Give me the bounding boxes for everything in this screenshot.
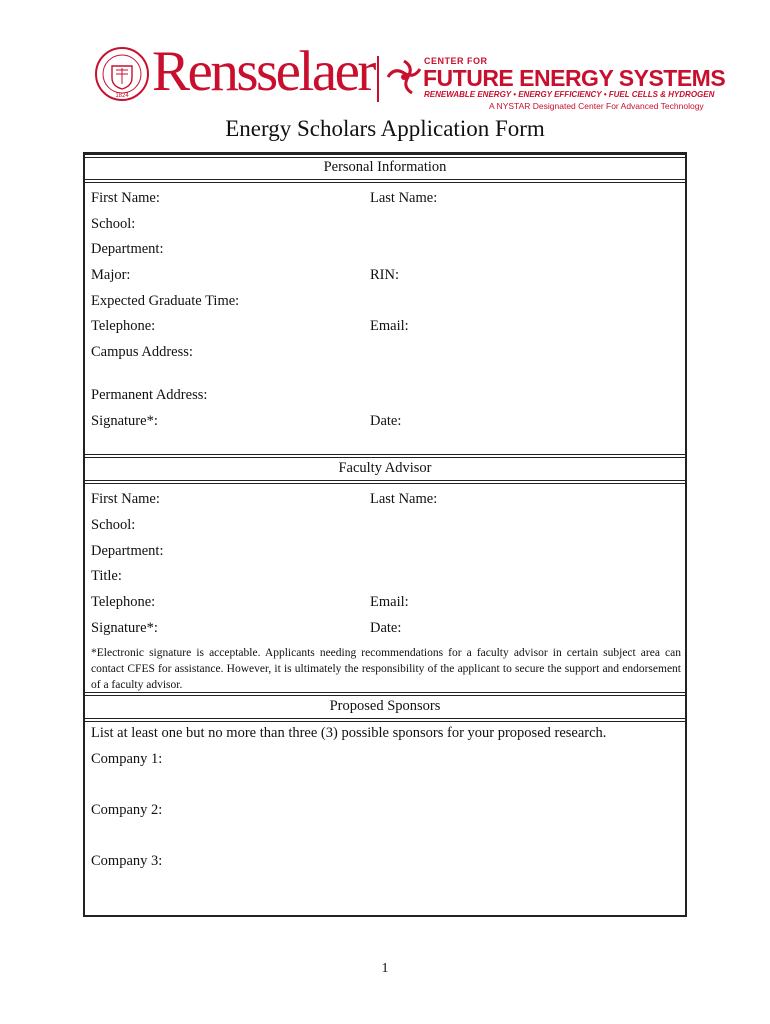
personal-campus-address-label[interactable]: Campus Address: [91, 344, 193, 360]
personal-permanent-address-label[interactable]: Permanent Address: [91, 387, 208, 403]
personal-signature-label[interactable]: Signature*: [91, 413, 158, 429]
form-title: Energy Scholars Application Form [225, 116, 545, 141]
personal-telephone-label[interactable]: Telephone: [91, 318, 156, 334]
personal-grad-time-label[interactable]: Expected Graduate Time: [91, 293, 240, 309]
application-form [83, 152, 687, 917]
personal-first-name-label[interactable]: First Name: [91, 190, 160, 206]
cfes-swirl-icon [384, 57, 424, 97]
cfes-tagline: RENEWABLE ENERGY • ENERGY EFFICIENCY • FUEL CELLS & HYDROGEN [424, 90, 715, 99]
personal-school-label[interactable]: School: [91, 216, 136, 232]
signature-note: *Electronic signature is acceptable. Applicants needing recommendations for a faculty advisor in certain subject area can contact CFES for assistance. However, it is ultimately the responsibility of the applicant to secure the support and endorsement of a faculty advisor. [91, 647, 681, 691]
seal-year: 1824 [115, 93, 129, 99]
advisor-department-label[interactable]: Department: [91, 543, 164, 559]
advisor-telephone-label[interactable]: Telephone: [91, 594, 156, 610]
advisor-date-label[interactable]: Date: [370, 620, 402, 636]
cfes-designation: A NYSTAR Designated Center For Advanced Technology [489, 101, 704, 111]
personal-rin-label[interactable]: RIN: [370, 267, 399, 283]
section-rule [85, 179, 685, 183]
advisor-first-name-label[interactable]: First Name: [91, 491, 160, 507]
personal-major-label[interactable]: Major: [91, 267, 131, 283]
cfes-name: FUTURE ENERGY SYSTEMS [423, 65, 726, 91]
page-number: 1 [381, 961, 389, 976]
section-rule [85, 480, 685, 484]
personal-info-heading: Personal Information [323, 159, 447, 175]
advisor-email-label[interactable]: Email: [370, 594, 409, 610]
personal-department-label[interactable]: Department: [91, 241, 164, 257]
company-3-label[interactable]: Company 3: [91, 853, 163, 869]
personal-last-name-label[interactable]: Last Name: [370, 190, 438, 206]
advisor-school-label[interactable]: School: [91, 517, 136, 533]
section-rule [85, 692, 685, 696]
proposed-sponsors-heading: Proposed Sponsors [329, 698, 441, 714]
advisor-last-name-label[interactable]: Last Name: [370, 491, 438, 507]
sponsors-intro: List at least one but no more than three (3) possible sponsors for your proposed research. [91, 725, 607, 741]
company-2-label[interactable]: Company 2: [91, 802, 163, 818]
personal-email-label[interactable]: Email: [370, 318, 409, 334]
cfes-prefix: CENTER FOR [424, 56, 488, 66]
advisor-signature-label[interactable]: Signature*: [91, 620, 158, 636]
logo-divider [377, 56, 379, 102]
rensselaer-seal-logo [94, 46, 150, 102]
personal-date-label[interactable]: Date: [370, 413, 402, 429]
section-rule [85, 718, 685, 722]
faculty-advisor-heading: Faculty Advisor [338, 460, 432, 476]
section-rule [85, 454, 685, 458]
university-wordmark: Rensselaer [152, 40, 374, 103]
advisor-title-label[interactable]: Title: [91, 568, 122, 584]
top-rule [85, 154, 685, 158]
company-1-label[interactable]: Company 1: [91, 751, 163, 767]
